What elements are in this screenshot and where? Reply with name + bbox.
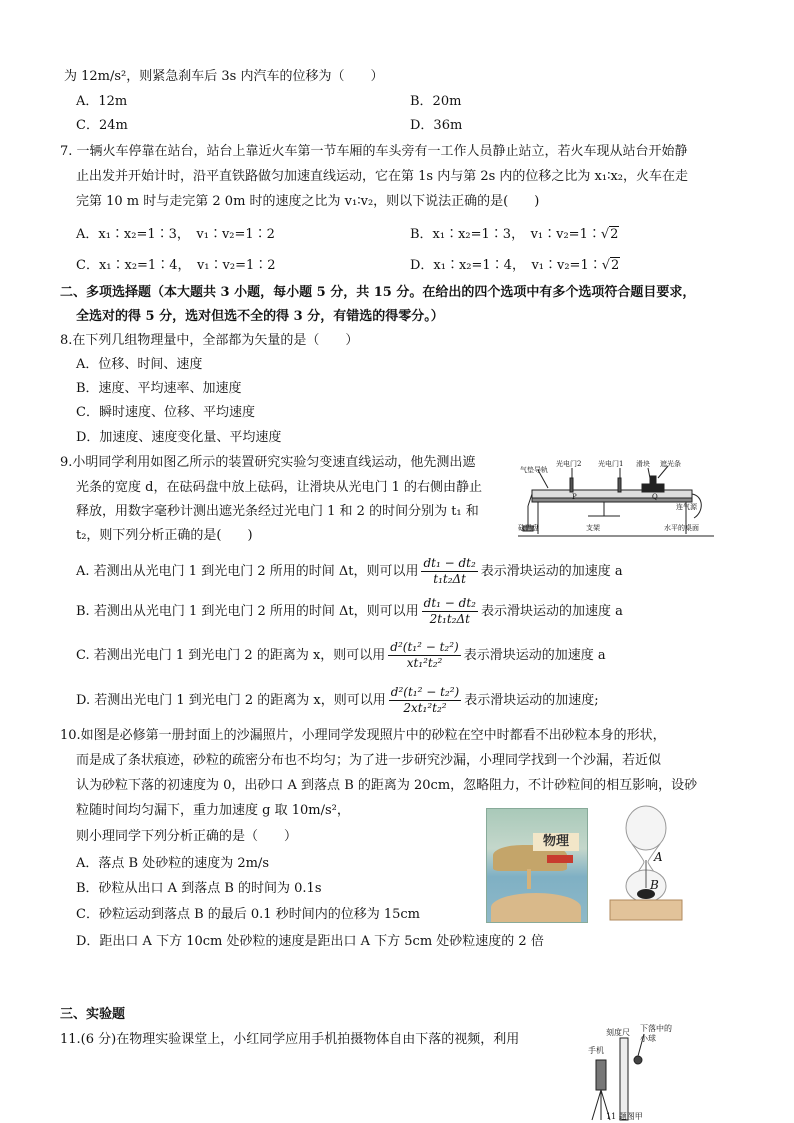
q7-stem-line2: 止出发并开始计时，沿平直铁路做匀加速直线运动，它在第 1s 内与第 2s 内的位移之比为 x₁∶x₂，火车在走: [76, 169, 689, 184]
q11-stem-line1: 11.(6 分)在物理实验课堂上，小红同学应用手机拍摄物体自由下落的视频，利用: [60, 1032, 520, 1047]
sand-stream: [527, 869, 531, 889]
fig-label-q: Q: [652, 493, 658, 501]
hourglass-label-a: A: [654, 850, 663, 864]
fig-label-stand: 支架: [586, 524, 600, 532]
q9-option-a: A. 若测出从光电门 1 到光电门 2 所用的时间 Δt，则可以用 $\frac{\text{dt₁ − dt₂}}{\text{t₁t₂Δt}}$ 表示滑块运动的加速度 a: [76, 556, 623, 586]
q10-stem-line3: 认为砂粒下落的初速度为 0，出砂口 A 到落点 B 的距离为 20cm，忽略阻力，不计砂粒间的相互影响，设砂: [76, 778, 698, 793]
q11-label-ruler: 刻度尺: [606, 1028, 630, 1037]
cover-title: 物理: [533, 833, 579, 851]
textbook-cover-photo: [486, 808, 588, 923]
q7-option-b: B．x₁∶x₂=1∶3， v₁∶v₂=1∶√2: [410, 227, 619, 242]
fig-label-air: 连气源: [676, 503, 697, 511]
q10-option-b: B．砂粒从出口 A 到落点 B 的时间为 0.1s: [76, 881, 322, 896]
q10-stem-line1: 10.如图是必修第一册封面上的沙漏照片，小理同学发现照片中的砂粒在空中时都看不出砂粒本身的形状，: [60, 728, 666, 743]
q8-option-c: C．瞬时速度、位移、平均速度: [76, 405, 255, 420]
q9-option-d: D. 若测出光电门 1 到光电门 2 的距离为 x，则可以用 $\frac{\text{d²(t₁² − t₂²)}}{\text{2xt₁²t₂²}}$ 表示滑块运动的加速度;: [76, 685, 599, 715]
q10-stem-line5: 则小理同学下列分析正确的是（ ）: [76, 829, 298, 844]
q6-option-d: D．36m: [410, 118, 463, 133]
fig-label-shade: 遮光条: [660, 460, 681, 468]
section2-heading-line2: 全选对的得 5 分，选对但选不全的得 3 分，有错选的得零分。）: [76, 309, 444, 324]
fig-label-gate2: 光电门2: [556, 460, 582, 468]
q11-label-phone: 手机: [588, 1046, 604, 1055]
q9-stem-line1: 9.小明同学利用如图乙所示的装置研究实验匀变速直线运动，他先测出遮: [60, 455, 476, 470]
q7-option-a: A．x₁∶x₂=1∶3， v₁∶v₂=1∶2: [76, 227, 275, 242]
section2-heading-line1: 二、多项选择题（本大题共 3 小题，每小题 5 分，共 15 分。在给出的四个选项中有多个选项符合题目要求，: [60, 285, 696, 300]
q6-option-c: C．24m: [76, 118, 128, 133]
fig-label-p: P: [572, 493, 577, 501]
q6-stem-end: 为 12m/s²，则紧急刹车后 3s 内汽车的位移为（ ）: [64, 69, 384, 84]
q8-option-b: B．速度、平均速率、加速度: [76, 381, 242, 396]
q9-stem-line2: 光条的宽度 d，在砝码盘中放上砝码，让滑块从光电门 1 的右侧由静止: [76, 480, 482, 495]
fig-label-slider: 滑块: [636, 460, 650, 468]
q9-stem-line3: 释放，用数字毫秒计测出遮光条经过光电门 1 和 2 的时间分别为 t₁ 和: [76, 504, 479, 519]
q10-option-d: D．距出口 A 下方 10cm 处砂粒的速度是距出口 A 下方 5cm 处砂粒速度的 2 倍: [76, 934, 544, 949]
fig-label-pan: 砝码盘: [518, 524, 539, 532]
cover-red-band: [547, 855, 573, 863]
q8-stem: 8.在下列几组物理量中，全部都为矢量的是（ ）: [60, 333, 359, 348]
q6-option-b: B．20m: [410, 94, 462, 109]
section3-heading: 三、实验题: [60, 1007, 126, 1022]
q7-option-d: D．x₁∶x₂=1∶4， v₁∶v₂=1∶√2: [410, 258, 620, 273]
q10-stem-line2: 而是成了条状痕迹，砂粒的疏密分布也不均匀；为了进一步研究沙漏，小理同学找到一个沙漏，若近似: [76, 753, 662, 768]
hourglass-photo: [604, 800, 688, 924]
q10-option-c: C．砂粒运动到落点 B 的最后 0.1 秒时间内的位移为 15cm: [76, 907, 420, 922]
q7-stem-line3: 完第 10 m 时与走完第 2 0m 时的速度之比为 v₁∶v₂，则以下说法正确的是( ): [76, 194, 540, 209]
q8-option-d: D．加速度、速度变化量、平均速度: [76, 430, 282, 445]
q6-option-a: A．12m: [76, 94, 128, 109]
fig-label-rail: 气垫导轨: [520, 466, 548, 474]
q11-figure-caption: 11 题图甲: [606, 1112, 643, 1121]
q11-label-ball: 下落中的 小球: [640, 1024, 672, 1043]
hourglass-label-b: B: [650, 878, 659, 892]
q8-option-a: A．位移、时间、速度: [76, 357, 203, 372]
q9-option-c: C. 若测出光电门 1 到光电门 2 的距离为 x，则可以用 $\frac{\text{d²(t₁² − t₂²)}}{\text{xt₁²t₂²}}$ 表示滑块运动的加速度 a: [76, 640, 606, 670]
q9-option-b: B. 若测出从光电门 1 到光电门 2 所用的时间 Δt，则可以用 $\frac{\text{dt₁ − dt₂}}{\text{2t₁t₂Δt}}$ 表示滑块运动的加速度 a: [76, 596, 623, 626]
q7-stem-line1: 7. 一辆火车停靠在站台，站台上靠近火车第一节车厢的车头旁有一工作人员静止站立，若火车现从站台开始静: [60, 144, 688, 159]
q10-stem-line4: 粒随时间均匀漏下，重力加速度 g 取 10m/s²，: [76, 803, 350, 818]
sand-pile: [491, 893, 581, 922]
q10-option-a: A．落点 B 处砂粒的速度为 2m/s: [76, 856, 269, 871]
fig-label-table: 水平的桌面: [664, 524, 699, 532]
q7-option-c: C．x₁∶x₂=1∶4， v₁∶v₂=1∶2: [76, 258, 276, 273]
q9-stem-line4: t₂，则下列分析正确的是( ): [76, 528, 253, 543]
fig-label-gate1: 光电门1: [598, 460, 624, 468]
